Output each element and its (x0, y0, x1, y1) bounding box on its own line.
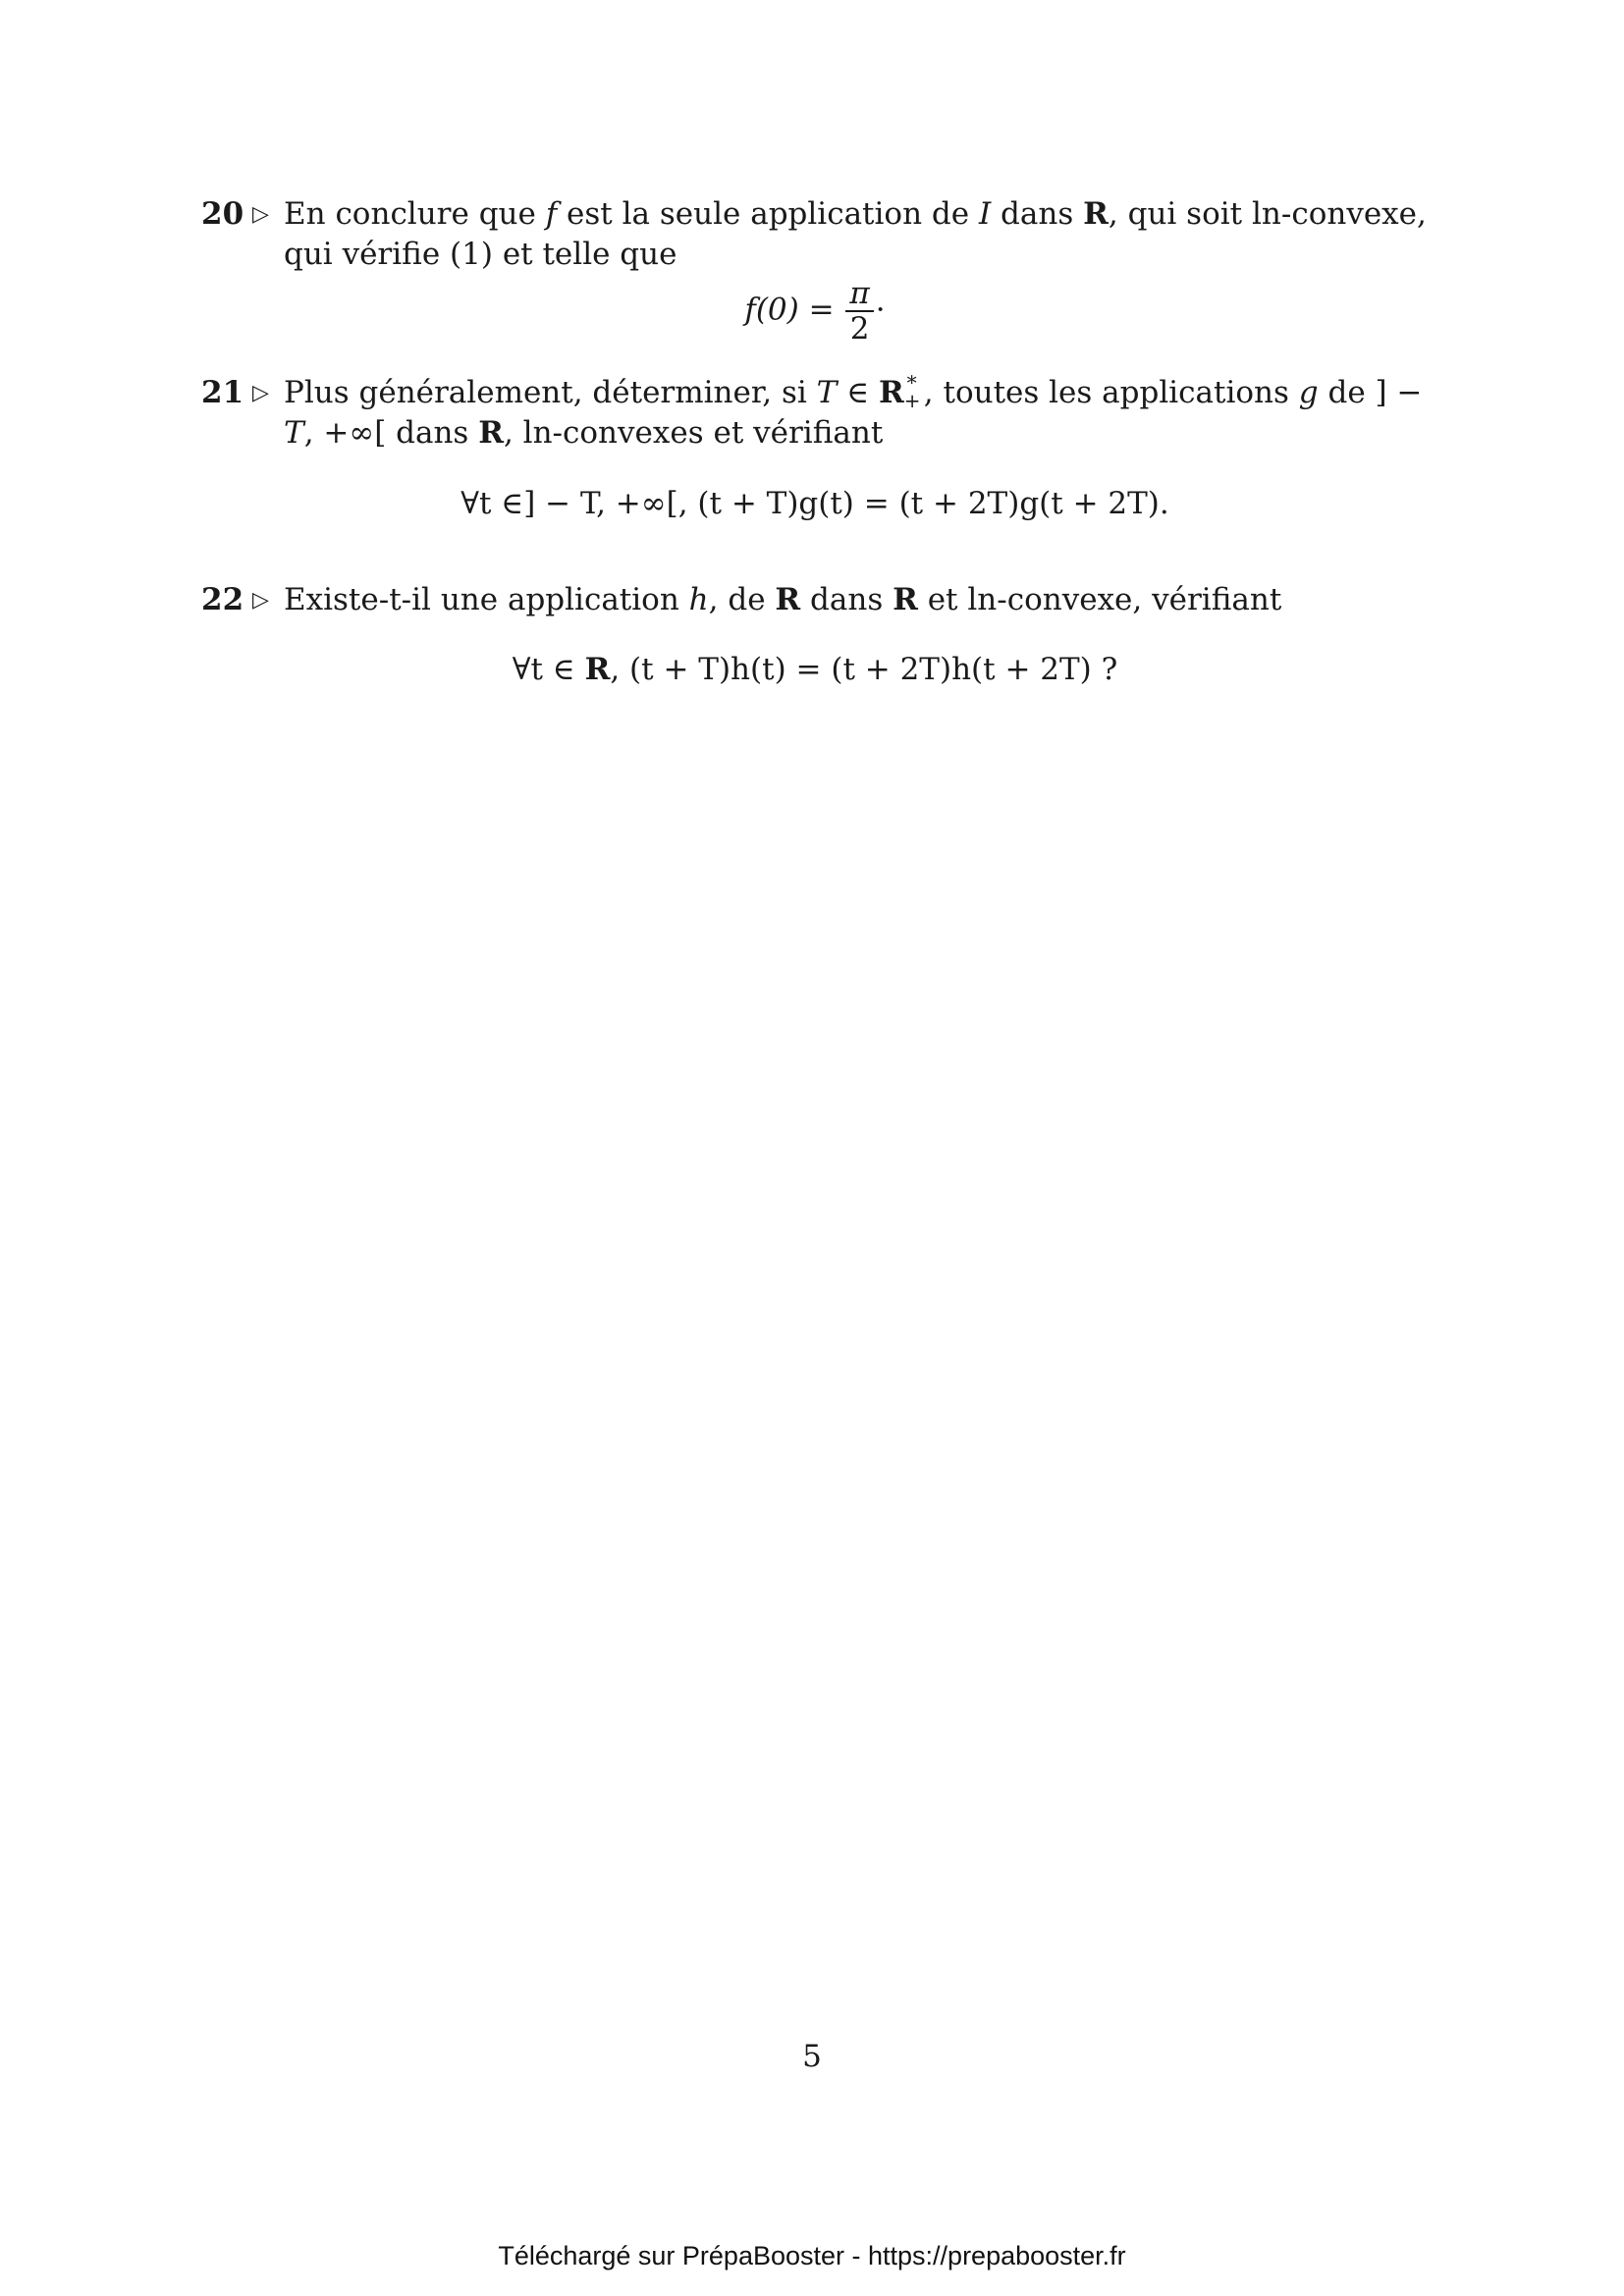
question-number: 22 (201, 582, 244, 617)
question-22 (201, 580, 1429, 620)
question-text: Existe-t-il une application h, de R dans R et ln-convexe, vérifiant (284, 582, 1282, 617)
triangle-marker-icon: ▷ (252, 202, 269, 227)
question-number: 20 (201, 196, 244, 232)
triangle-marker-icon: ▷ (252, 588, 269, 613)
equation-21: ∀t ∈] − T, +∞[, (t + T)g(t) = (t + 2T)g(t + 2T). (460, 486, 1169, 521)
question-21 (201, 367, 1429, 454)
question-number: 21 (201, 375, 244, 410)
equation-20: f(0) = $\frac{\pi}{2}$ · (744, 276, 886, 347)
footer-text: Téléchargé sur PrépaBooster - https://prepabooster.fr (498, 2241, 1126, 2270)
triangle-marker-icon: ▷ (252, 381, 269, 405)
question-20 (201, 194, 1429, 275)
question-text: En conclure que f est la seule application de I dans R, qui soit ln-convexe, qui vérifie (1) et telle que (284, 196, 1427, 272)
page-number: 5 (802, 2039, 822, 2074)
equation-22: ∀t ∈ R, (t + T)h(t) = (t + 2T)h(t + 2T) ? (512, 652, 1118, 687)
question-text: Plus généralement, déterminer, si T ∈ R ∗ + , toutes les applications g de ] − T, +∞[ dans R, ln-convexes et vérifiant (284, 367, 1423, 451)
fraction: $\frac{\pi}{2}$ (845, 277, 873, 346)
